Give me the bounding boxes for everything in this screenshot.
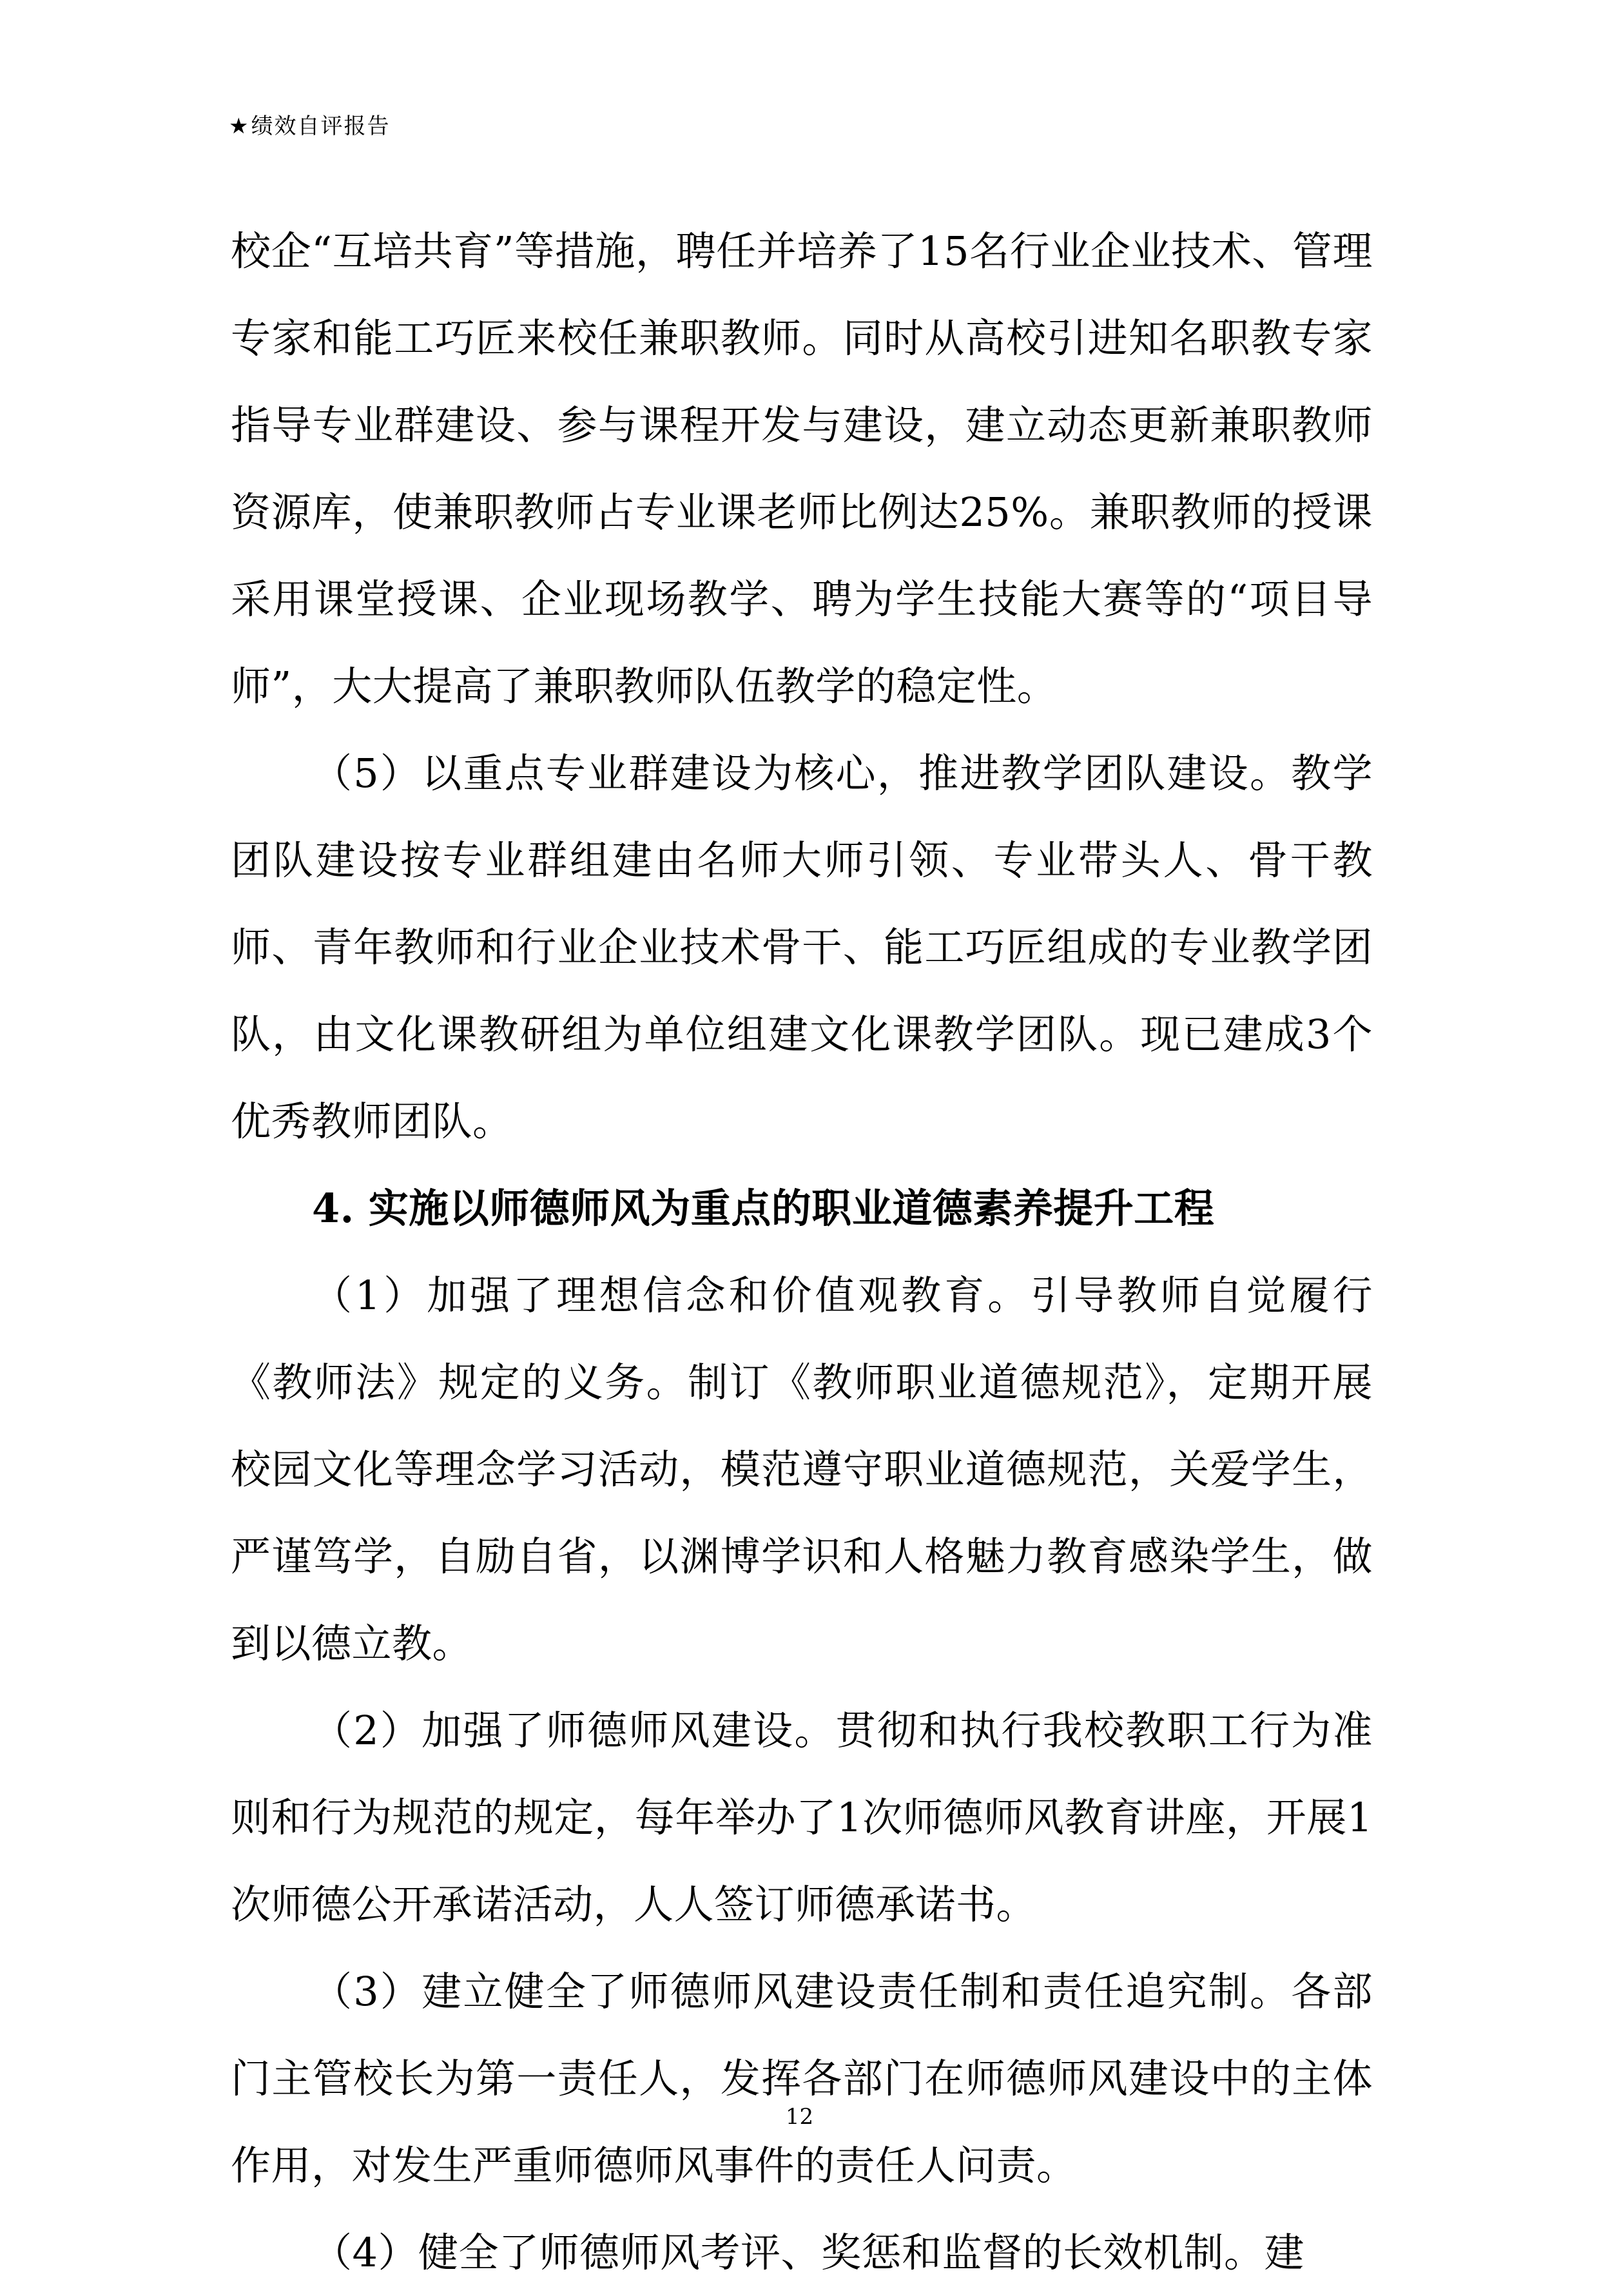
running-header	[229, 111, 390, 142]
paragraph-item-2: （2）加强了师德师风建设。贯彻和执行我校教职工行为准则和行为规范的规定，每年举办了1次师德师风教育讲座，开展1次师德公开承诺活动，人人签订师德承诺书。	[231, 1707, 1373, 1928]
paragraph-item-3: （3）建立健全了师德师风建设责任制和责任追究制。各部门主管校长为第一责任人，发挥各部门在师德师风建设中的主体作用，对发生严重师德师风事件的责任人问责。	[231, 1968, 1373, 2189]
star-icon: ★	[229, 113, 250, 139]
paragraph-item-4: （4）健全了师德师风考评、奖惩和监督的长效机制。建	[312, 2229, 1304, 2276]
paragraph-item-5: （5）以重点专业群建设为核心，推进教学团队建设。教学团队建设按专业群组建由名师大师引领、专业带头人、骨干教师、青年教师和行业企业技术骨干、能工巧匠组成的专业教学团队，由文化课教研组为单位组建文化课教学团队。现已建成3个优秀教师团队。	[231, 750, 1373, 1145]
paragraph-item-1: （1）加强了理想信念和价值观教育。引导教师自觉履行《教师法》规定的义务。制订《教师职业道德规范》，定期开展校园文化等理念学习活动，模范遵守职业道德规范，关爱学生，严谨笃学，自励自省，以渊博学识和人格魅力教育感染学生，做到以德立教。	[231, 1272, 1373, 1667]
paragraph-continued: 校企“互培共育”等措施，聘任并培养了15名行业企业技术、管理专家和能工巧匠来校任兼职教师。同时从高校引进知名职教专家指导专业群建设、参与课程开发与建设，建立动态更新兼职教师资源库，使兼职教师占专业课老师比例达25%。兼职教师的授课采用课堂授课、企业现场教学、聘为学生技能大赛等的“项目导师”，大大提高了兼职教师队伍教学的稳定性。	[231, 228, 1373, 710]
report-title: 绩效自评报告	[251, 113, 391, 139]
document-body	[231, 208, 1373, 2296]
section-heading: 4. 实施以师德师风为重点的职业道德素养提升工程	[312, 1185, 1215, 1232]
page-number: 12	[785, 2104, 814, 2130]
